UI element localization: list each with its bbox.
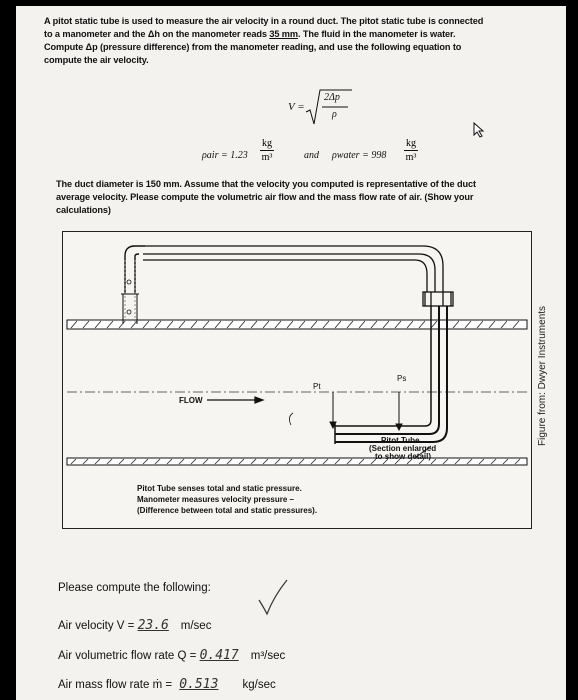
- mouse-pointer-icon: [472, 122, 486, 138]
- water-density: ρwater = 998: [332, 150, 387, 161]
- velocity-answer: 23.6: [137, 618, 169, 633]
- problem-line-2b: . The fluid in the manometer is water.: [297, 29, 456, 39]
- mass-flow-answer: 0.513: [179, 677, 219, 692]
- mass-flow-row: [58, 677, 276, 692]
- show-detail-label: to show detail): [375, 452, 431, 461]
- flow-rate-row: [58, 648, 285, 663]
- flow-rate-unit: m³/sec: [250, 650, 286, 662]
- water-unit-num: kg: [406, 138, 416, 149]
- air-unit-num: kg: [262, 138, 272, 149]
- problem-line-4: compute the air velocity.: [44, 55, 149, 65]
- instructions-line-1: The duct diameter is 150 mm. Assume that the velocity you computed is representative of the duct: [56, 179, 476, 189]
- caption-line-1: Pitot Tube senses total and static pressure.: [137, 484, 302, 493]
- density-and: and: [304, 150, 319, 161]
- water-unit-den: m³: [405, 152, 417, 163]
- figure-credit: Figure from: Dwyer Instruments: [537, 305, 548, 446]
- mass-flow-label: Air mass flow rate ṁ =: [58, 679, 173, 691]
- velocity-label: Air velocity V =: [58, 620, 135, 632]
- flow-rate-answer: 0.417: [199, 648, 239, 663]
- problem-line-2a: to a manometer and the Δh on the manometer reads: [44, 29, 270, 39]
- total-pressure-label: Pt: [313, 382, 321, 391]
- problem-line-2: [44, 28, 455, 41]
- air-unit-den: m³: [261, 152, 273, 163]
- checkmark-icon: [256, 578, 290, 618]
- velocity-unit: m/sec: [180, 620, 212, 632]
- problem-line-1: A pitot static tube is used to measure the air velocity in a round duct. The pitot static tube is connected: [44, 16, 484, 26]
- equation-lhs: V =: [288, 101, 305, 113]
- instructions-line-2: average velocity. Please compute the volumetric air flow and the mass flow rate of air. (Show your: [56, 192, 474, 202]
- caption-line-2: Manometer measures velocity pressure –: [137, 495, 294, 504]
- instructions-line-3: calculations): [56, 205, 111, 215]
- velocity-row: [58, 618, 211, 633]
- manometer-reading: 35 mm: [269, 29, 298, 39]
- equation-numerator: 2Δp: [324, 92, 340, 103]
- equation-denominator: ρ: [332, 109, 337, 120]
- questions-intro: Please compute the following:: [58, 582, 211, 594]
- worksheet-page: [16, 6, 566, 700]
- static-pressure-label: Ps: [397, 374, 407, 383]
- water-density-unit: [404, 138, 418, 163]
- air-density: ρair = 1.23: [202, 150, 248, 161]
- caption-line-3: (Difference between total and static pressures).: [137, 506, 318, 515]
- flow-label: FLOW: [179, 396, 203, 405]
- pitot-tube-label: Pitot Tube: [381, 436, 420, 445]
- air-density-unit: [260, 138, 274, 163]
- section-enlarged-label: (Section enlarged: [369, 444, 437, 453]
- problem-line-3: Compute Δp (pressure difference) from the manometer reading, and use the following equation to: [44, 42, 462, 52]
- flow-rate-label: Air volumetric flow rate Q =: [58, 650, 197, 662]
- mass-flow-unit: kg/sec: [242, 679, 276, 691]
- pitot-tube-figure: [62, 231, 532, 529]
